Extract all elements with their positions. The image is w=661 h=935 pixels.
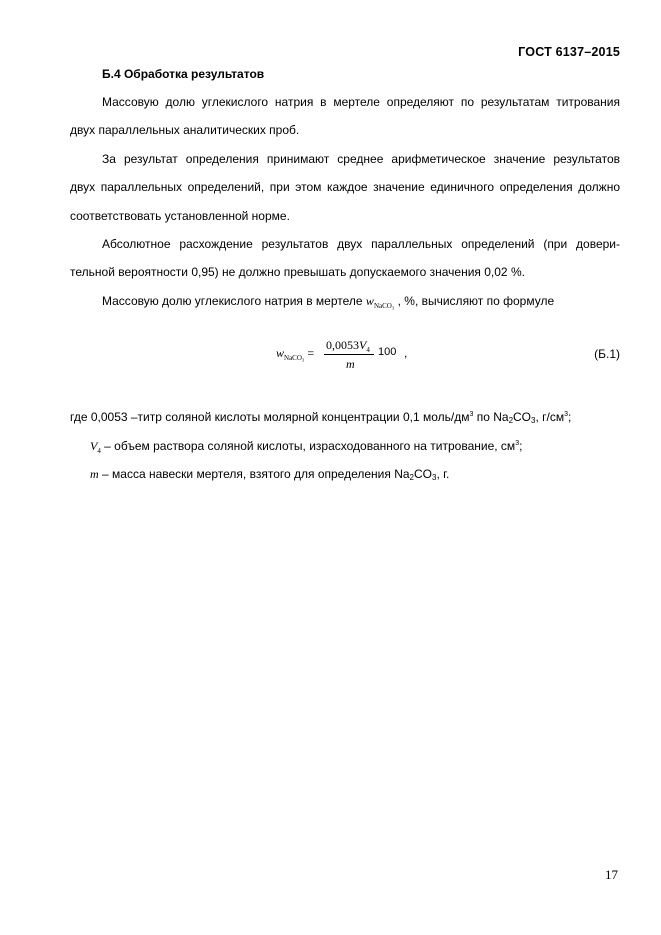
paragraph-line: двух параллельных определений, при этом каждое значение единичного определения должно bbox=[70, 180, 620, 195]
where-line-1 bbox=[70, 410, 571, 425]
formula-comma: , bbox=[404, 346, 408, 360]
paragraph-line bbox=[70, 287, 620, 320]
mass-fraction-subscript: NaCO₃ bbox=[373, 302, 395, 310]
where-text: , г/см bbox=[535, 410, 565, 424]
paragraph-line: За результат определения принимают среднее арифметическое значение результатов bbox=[102, 152, 620, 166]
formula-volume-symbol: V bbox=[359, 338, 367, 352]
volume-subscript: 4 bbox=[97, 447, 101, 455]
formula-volume-subscript: 4 bbox=[366, 346, 370, 354]
document-code: ГОСТ 6137–2015 bbox=[518, 45, 620, 59]
paragraph-3 bbox=[70, 230, 620, 287]
superscript: 3 bbox=[469, 411, 474, 418]
formula-lhs-symbol: w bbox=[276, 346, 285, 360]
volume-symbol: V bbox=[90, 439, 98, 453]
paragraph-text: Массовую долю углекислого натрия в мертеле bbox=[102, 294, 366, 308]
section-title: Б.4 Обработка результатов bbox=[102, 67, 265, 81]
paragraph-line: двух параллельных аналитических проб. bbox=[70, 123, 300, 138]
paragraph-line: соответствовать установленной норме. bbox=[70, 208, 290, 223]
subscript: 3 bbox=[531, 416, 536, 425]
formula-denominator: m bbox=[346, 357, 355, 371]
formula-coefficient: 0,0053 bbox=[326, 338, 359, 352]
mass-symbol: m bbox=[90, 467, 99, 481]
where-text: – объем раствора соляной кислоты, израсходованного на титрование, см bbox=[100, 439, 516, 453]
fraction-bar bbox=[324, 354, 374, 355]
mass-fraction-symbol: w bbox=[365, 294, 374, 308]
where-text: ; bbox=[568, 410, 572, 424]
where-text: по Na bbox=[473, 410, 509, 424]
where-text: CO bbox=[413, 467, 432, 481]
where-text: ; bbox=[519, 439, 523, 453]
paragraph-line: тельной вероятности 0,95) не должно превышать допускаемого значения 0,02 %. bbox=[70, 265, 525, 280]
where-line-2 bbox=[90, 439, 522, 455]
superscript: 3 bbox=[564, 411, 569, 418]
paragraph-2 bbox=[70, 145, 620, 230]
paragraph-4 bbox=[70, 287, 620, 320]
formula-number: (Б.1) bbox=[594, 347, 620, 361]
subscript: 2 bbox=[409, 473, 414, 482]
where-text: – масса навески мертеля, взятого для определения Na bbox=[98, 467, 410, 481]
subscript: 2 bbox=[508, 416, 514, 425]
formula-numerator bbox=[326, 338, 370, 354]
paragraph-line: Массовую долю углекислого натрия в мертеле определяют по результатам титрования bbox=[102, 95, 620, 109]
paragraph-1 bbox=[70, 88, 620, 145]
paragraph-text: , %, вычисляют по формуле bbox=[394, 294, 555, 308]
where-line-3 bbox=[90, 467, 449, 482]
formula-lhs-subscript: NaCO₃ bbox=[284, 354, 305, 362]
page-number: 17 bbox=[605, 867, 618, 882]
superscript: 3 bbox=[515, 440, 520, 447]
where-text: где 0,0053 –титр соляной кислоты молярной концентрации 0,1 моль/дм bbox=[70, 410, 470, 424]
formula-b1 bbox=[276, 337, 456, 377]
formula-factor: 100 bbox=[378, 346, 397, 358]
formula-equals: = bbox=[307, 346, 315, 360]
subscript: 3 bbox=[431, 473, 437, 482]
where-text: CO bbox=[513, 410, 532, 424]
paragraph-line: Абсолютное расхождение результатов двух параллельных определений (при довери- bbox=[102, 237, 620, 251]
where-text: , г. bbox=[436, 467, 450, 481]
formula-lhs bbox=[276, 346, 314, 362]
